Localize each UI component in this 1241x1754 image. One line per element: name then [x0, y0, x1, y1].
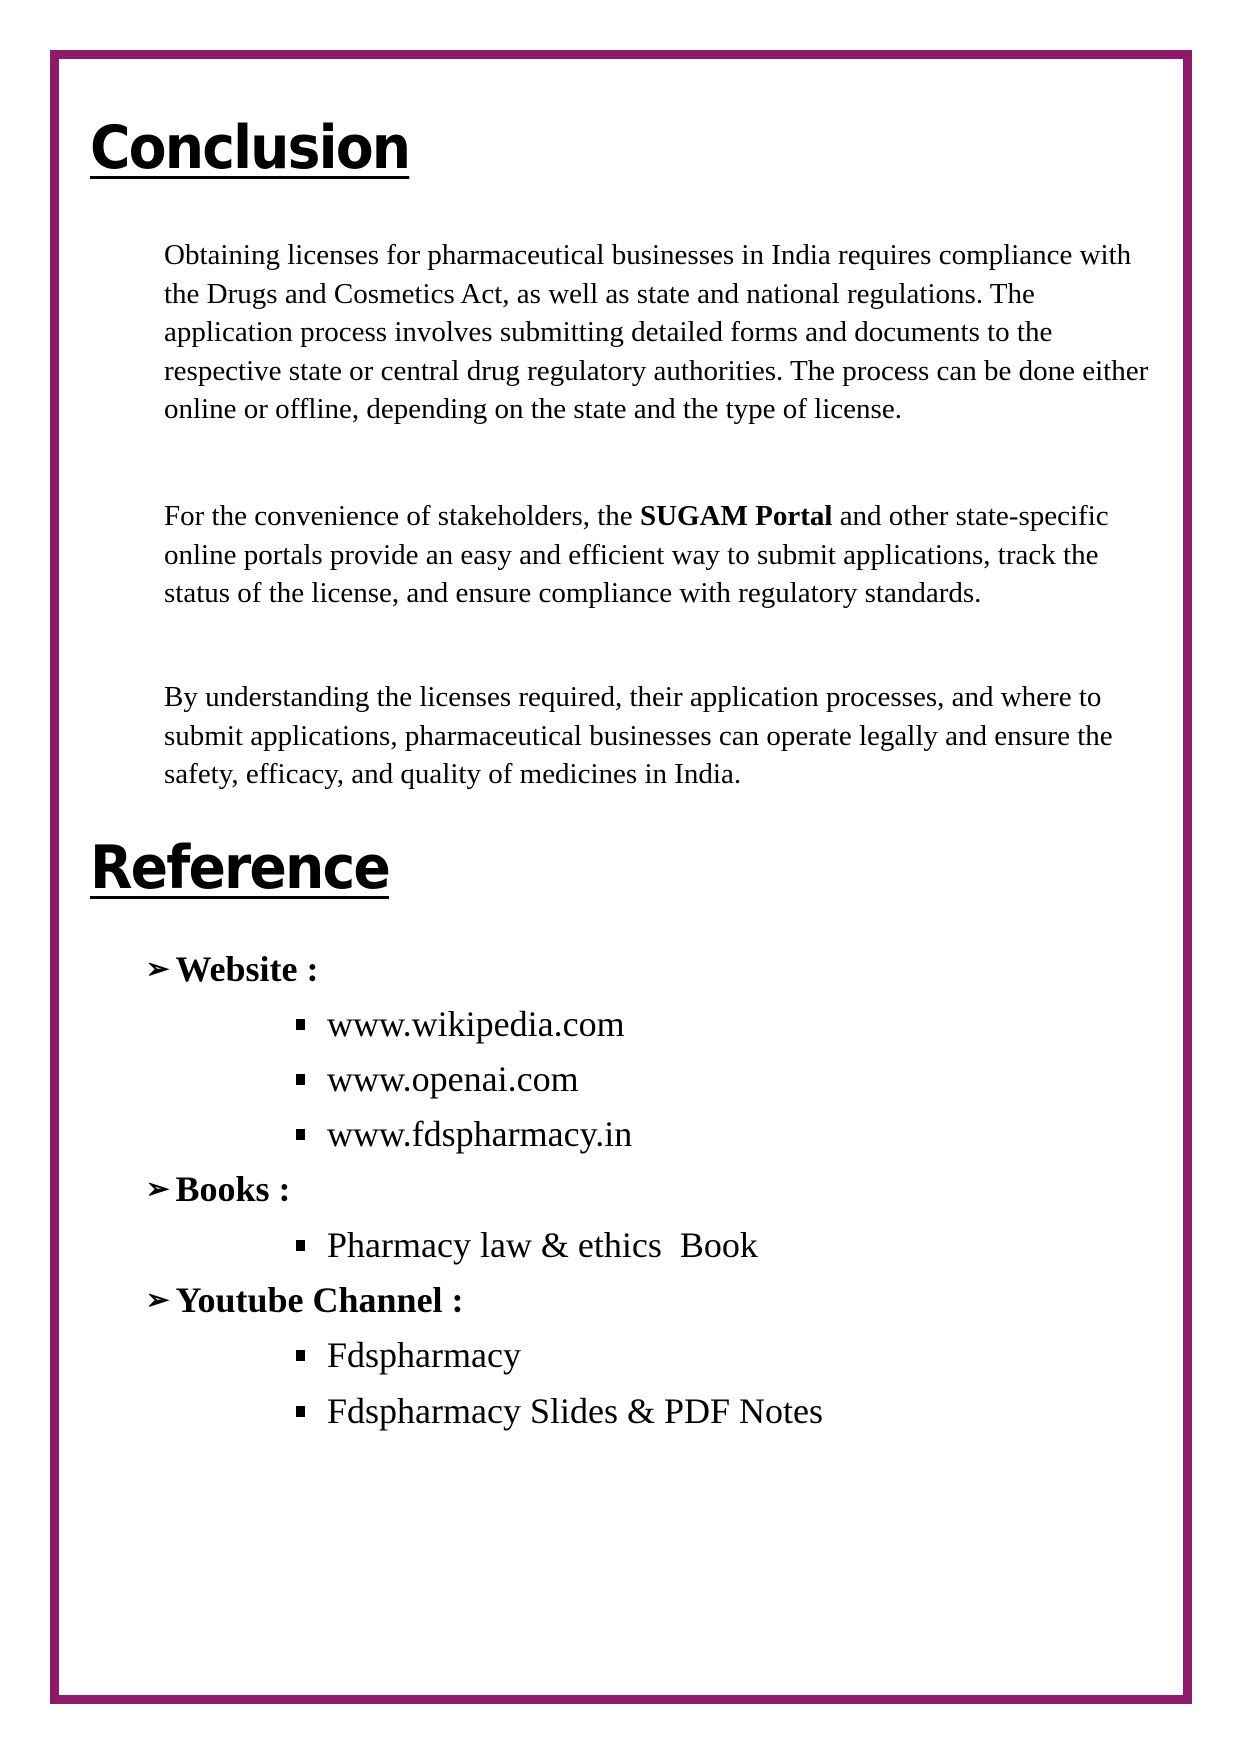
category-label: Website : [175, 949, 319, 989]
arrow-bullet-icon: ➢ [146, 1285, 170, 1316]
arrow-bullet-icon: ➢ [146, 954, 170, 985]
reference-text: Fdspharmacy [327, 1335, 521, 1375]
category-label: Books : [175, 1169, 291, 1209]
category-label: Youtube Channel : [175, 1280, 464, 1320]
sugam-portal-bold: SUGAM Portal [639, 500, 833, 532]
conclusion-heading: Conclusion [90, 113, 410, 183]
reference-item [296, 1113, 632, 1155]
square-bullet-icon [296, 1406, 305, 1417]
reference-item [296, 1334, 521, 1376]
conclusion-paragraph-1: Obtaining licenses for pharmaceutical businesses in India requires compliance with the Drugs and Cosmetics Act, as well as state and national regulations. The application process involves submitting detailed forms and documents to the respective state or central drug regulatory authorities. The process can be done either online or offline, depending on the state and the type of license. [164, 239, 1149, 425]
paragraph-text: For the convenience of stakeholders, the [164, 500, 640, 532]
reference-item [296, 1003, 625, 1045]
square-bullet-icon [296, 1019, 305, 1030]
square-bullet-icon [296, 1240, 305, 1251]
arrow-bullet-icon: ➢ [146, 1174, 170, 1205]
reference-link[interactable]: www.fdspharmacy.in [327, 1114, 633, 1154]
reference-category-youtube [146, 1279, 464, 1321]
reference-link[interactable]: www.openai.com [327, 1059, 579, 1099]
reference-text: Fdspharmacy Slides & PDF Notes [327, 1391, 824, 1431]
reference-heading: Reference [90, 833, 389, 903]
paragraph-text: and other state-specific online portals provide an easy and efficient way to submit applications, track the status of the license, and ensure compliance with regulatory standards. [164, 500, 1109, 609]
reference-link[interactable]: www.wikipedia.com [327, 1004, 625, 1044]
reference-item [296, 1224, 758, 1266]
square-bullet-icon [296, 1129, 305, 1140]
conclusion-paragraph-3: By understanding the licenses required, their application processes, and where to submit applications, pharmaceutical businesses can operate legally and ensure the safety, efficacy, and quality of medicines in India. [164, 681, 1113, 790]
reference-text: Pharmacy law & ethics Book [327, 1225, 758, 1265]
reference-category-books [146, 1168, 291, 1210]
reference-category-website [146, 948, 318, 990]
square-bullet-icon [296, 1074, 305, 1085]
square-bullet-icon [296, 1350, 305, 1361]
reference-item [296, 1058, 579, 1100]
conclusion-paragraph-2 [164, 497, 1154, 613]
reference-item [296, 1390, 823, 1432]
